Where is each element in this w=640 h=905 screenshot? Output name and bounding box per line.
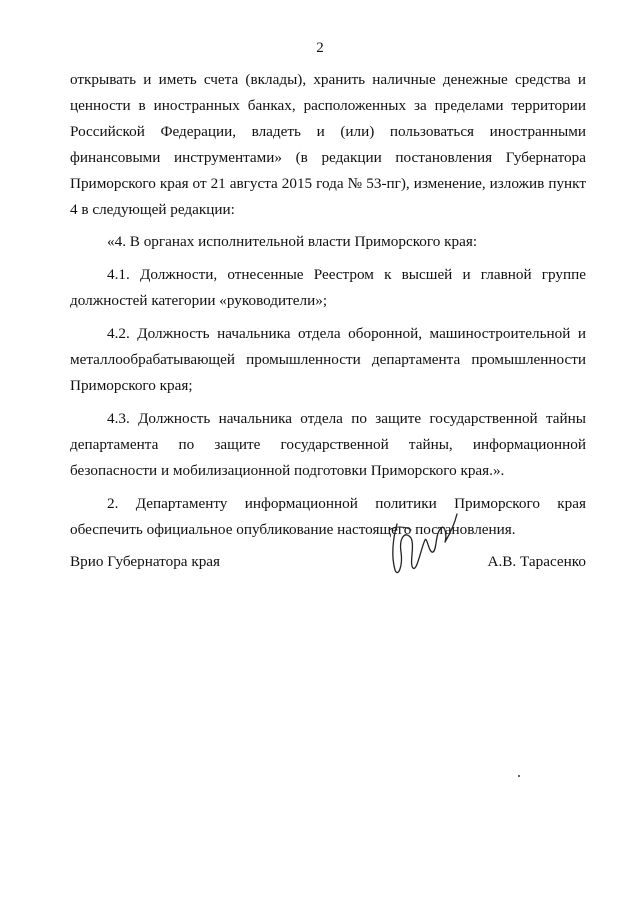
page-number: 2 (316, 40, 324, 56)
signer-title: Врио Губернатора края (70, 553, 221, 570)
document-body (70, 67, 586, 542)
paragraph-item-4-3: 4.3. Должность начальника отдела по защите государственной тайны департамента по защите государственной тайны, информационной безопасности и мобилизационной подготовки Приморского края.». (70, 409, 586, 479)
scan-speck (518, 775, 520, 777)
paragraph-continuation: открывать и иметь счета (вклады), хранить наличные денежные средства и ценности в иностранных банках, расположенных за пределами территории Российской Федерации, владеть и (или) пользоваться иностранными финансовыми инструментами» (в редакции постановления Губернатора Приморского края от 21 августа 2015 года № 53-пг), изменение, изложив пункт 4 в следующей редакции: (70, 71, 586, 218)
paragraph-item-4-1: 4.1. Должности, отнесенные Реестром к высшей и главной группе должностей категории «руководители»; (70, 266, 586, 310)
paragraph-item-4-2: 4.2. Должность начальника отдела оборонной, машиностроительной и металлообрабатывающей промышленности департамента промышленности Приморского края; (70, 325, 586, 394)
paragraph-item-4: «4. В органах исполнительной власти Приморского края: (107, 233, 478, 251)
signature-block (70, 553, 586, 573)
paragraph-item-2: 2. Департаменту информационной политики Приморского края обеспечить официальное опубликование настоящего постановления. (70, 494, 586, 538)
signer-name: А.В. Тарасенко (487, 553, 586, 570)
